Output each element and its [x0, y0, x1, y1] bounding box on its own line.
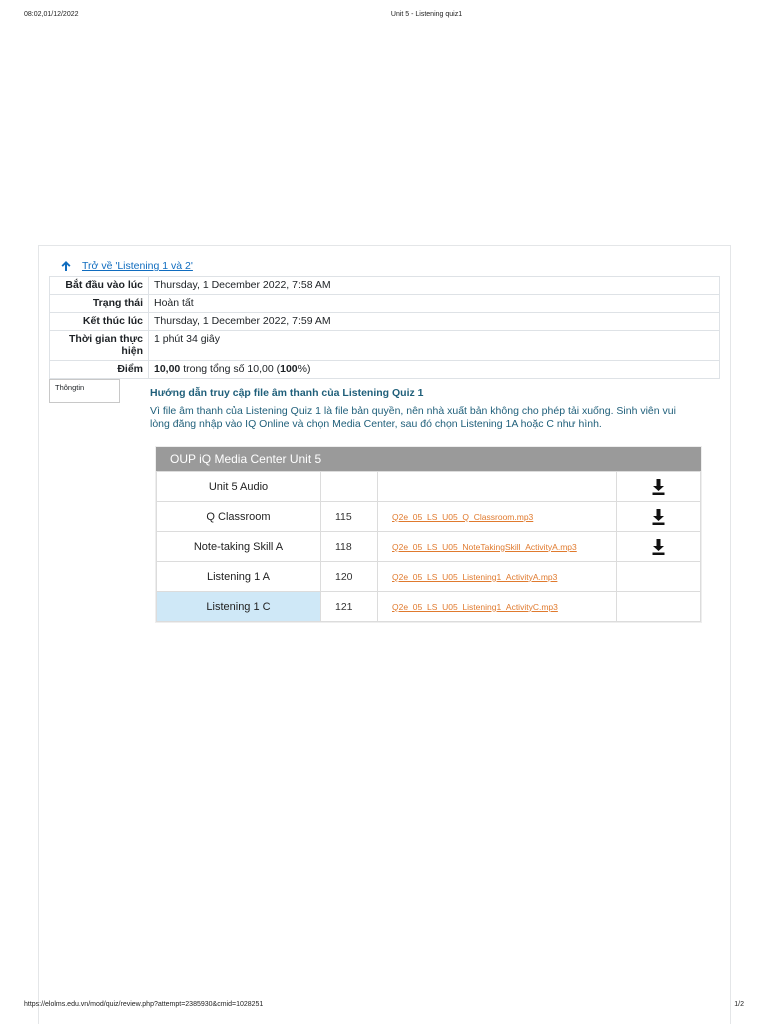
summary-value: 1 phút 34 giây [149, 331, 720, 361]
media-download-cell [617, 562, 701, 592]
media-file: Q2e_05_LS_U05_NoteTakingSkill_ActivityA.mp3 [378, 532, 617, 562]
media-name: Note-taking Skill A [157, 532, 321, 562]
back-link-row [60, 260, 193, 272]
summary-value: Thursday, 1 December 2022, 7:59 AM [149, 313, 720, 331]
print-page-number: 1/2 [734, 1001, 744, 1008]
media-name: Listening 1 C [157, 592, 321, 622]
question-title: Hướng dẫn truy cập file âm thanh của Listening Quiz 1 [150, 387, 424, 399]
summary-label: Kết thúc lúc [50, 313, 149, 331]
media-center-title: OUP iQ Media Center Unit 5 [156, 447, 701, 471]
grade-value [149, 361, 720, 379]
grade-mid: trong tổng số 10,00 ( [183, 363, 281, 375]
media-row-empty [157, 622, 701, 623]
media-download-empty [617, 622, 701, 623]
media-file-empty [378, 622, 617, 623]
summary-value: Hoàn tất [149, 295, 720, 313]
question-text: Vì file âm thanh của Listening Quiz 1 là file bản quyền, nên nhà xuất bản không cho phép tải xuống. Sinh viên vui lòng đăng nhập vào IQ Online và chọn Media Center, sau đó chọn Listening 1A hoặc C như hình. [150, 405, 676, 430]
download-icon [652, 509, 665, 525]
media-name-empty [157, 622, 321, 623]
grade-label: Điểm [50, 361, 149, 379]
media-name: Listening 1 A [157, 562, 321, 592]
media-page [321, 472, 378, 502]
media-download-cell [617, 532, 701, 562]
grade-percent: 100 [280, 363, 298, 375]
grade-end: %) [297, 363, 311, 375]
summary-label: Trạng thái [50, 295, 149, 313]
media-file: Q2e_05_LS_U05_Q_Classroom.mp3 [378, 502, 617, 532]
download-icon [652, 539, 665, 555]
attempt-summary-table [49, 276, 720, 379]
media-download-cell [617, 472, 701, 502]
media-row [157, 502, 701, 532]
summary-row [50, 313, 720, 331]
media-row-highlighted [157, 592, 701, 622]
media-page-empty [321, 622, 378, 623]
media-page: 115 [321, 502, 378, 532]
media-page: 120 [321, 562, 378, 592]
arrow-up-icon [60, 260, 72, 272]
media-name: Q Classroom [157, 502, 321, 532]
print-datetime: 08:02,01/12/2022 [24, 11, 79, 18]
question-info-box [49, 379, 120, 403]
media-file [378, 472, 617, 502]
media-row [157, 532, 701, 562]
media-file: Q2e_05_LS_U05_Listening1_ActivityA.mp3 [378, 562, 617, 592]
summary-value: Thursday, 1 December 2022, 7:58 AM [149, 277, 720, 295]
print-url: https://elolms.edu.vn/mod/quiz/review.php?attempt=2385930&cmid=1028251 [24, 1001, 264, 1008]
media-row [157, 562, 701, 592]
summary-row-grade [50, 361, 720, 379]
summary-row [50, 331, 720, 361]
info-label: Thôngtin [55, 383, 85, 392]
media-file: Q2e_05_LS_U05_Listening1_ActivityC.mp3 [378, 592, 617, 622]
media-row [157, 472, 701, 502]
media-page: 121 [321, 592, 378, 622]
media-page: 118 [321, 532, 378, 562]
media-download-cell [617, 502, 701, 532]
media-center-image [156, 447, 701, 622]
back-to-listening-link[interactable]: Trở về 'Listening 1 và 2' [82, 260, 193, 272]
summary-row [50, 295, 720, 313]
summary-label: Thời gian thực hiện [50, 331, 149, 361]
media-download-cell [617, 592, 701, 622]
summary-row [50, 277, 720, 295]
summary-label: Bắt đầu vào lúc [50, 277, 149, 295]
media-name: Unit 5 Audio [157, 472, 321, 502]
media-center-table [156, 471, 701, 622]
grade-score: 10,00 [154, 363, 181, 375]
download-icon [652, 479, 665, 495]
print-title: Unit 5 - Listening quiz1 [390, 11, 463, 18]
